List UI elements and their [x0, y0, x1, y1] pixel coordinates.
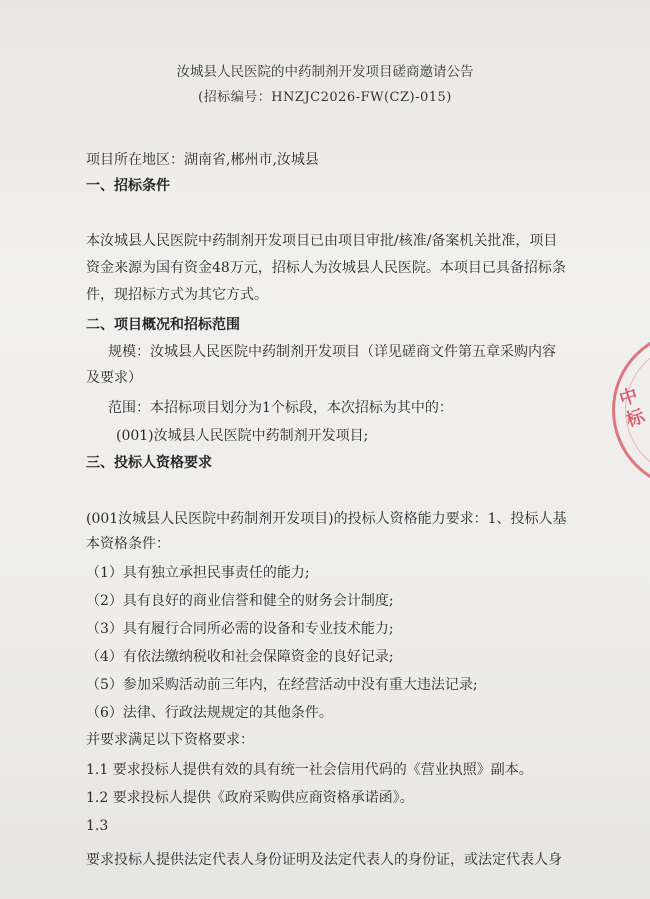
qualification-item-1: （1）具有独立承担民事责任的能力;: [86, 565, 310, 581]
additional-requirements-line: 并要求满足以下资格要求：: [86, 732, 254, 748]
scale-line-1: 规模：汝城县人民医院中药制剂开发项目（详见磋商文件第五章采购内容: [108, 344, 556, 360]
requirement-1-3: 1.3: [86, 818, 109, 834]
lot-line: (001)汝城县人民医院中药制剂开发项目;: [116, 428, 369, 444]
conditions-line-2: 资金来源为国有资金48万元，招标人为汝城县人民医院。本项目已具备招标条: [86, 260, 566, 276]
requirement-1-3-text: 要求投标人提供法定代表人身份证明及法定代表人的身份证，或法定代表人身: [86, 852, 562, 868]
requirement-1-1: 1.1 要求投标人提供有效的具有统一社会信用代码的《营业执照》副本。: [86, 762, 533, 778]
section-heading-qualifications: 三、投标人资格要求: [86, 455, 212, 471]
qualification-intro-2: 本资格条件：: [86, 536, 170, 552]
qualification-item-2: （2）具有良好的商业信誉和健全的财务会计制度;: [86, 593, 394, 609]
qualification-intro-1: (001汝城县人民医院中药制剂开发项目)的投标人资格能力要求：1、投标人基: [86, 511, 567, 527]
section-heading-conditions: 一、招标条件: [86, 178, 170, 194]
scale-line-2: 及要求）: [86, 370, 142, 386]
project-location: 项目所在地区：湖南省,郴州市,汝城县: [86, 152, 319, 168]
qualification-item-6: （6）法律、行政法规规定的其他条件。: [86, 705, 333, 721]
qualification-item-5: （5）参加采购活动前三年内，在经营活动中没有重大违法记录;: [86, 677, 478, 693]
conditions-line-3: 件，现招标方式为其它方式。: [86, 287, 268, 303]
document-title: 汝城县人民医院的中药制剂开发项目磋商邀请公告: [176, 64, 474, 80]
requirement-1-2: 1.2 要求投标人提供《政府采购供应商资格承诺函》。: [86, 790, 414, 806]
seal-text: 中标: [616, 384, 648, 432]
conditions-line-1: 本汝城县人民医院中药制剂开发项目已由项目审批/核准/备案机关批准，项目: [86, 233, 558, 249]
qualification-item-4: （4）有依法缴纳税收和社会保障资金的良好记录;: [86, 649, 394, 665]
scope-line: 范围：本招标项目划分为1个标段，本次招标为其中的：: [108, 400, 453, 416]
tender-code: (招标编号：HNZJC2026-FW(CZ)-015): [198, 90, 452, 105]
section-heading-scope: 二、项目概况和招标范围: [86, 317, 240, 333]
qualification-item-3: （3）具有履行合同所必需的设备和专业技术能力;: [86, 621, 394, 637]
